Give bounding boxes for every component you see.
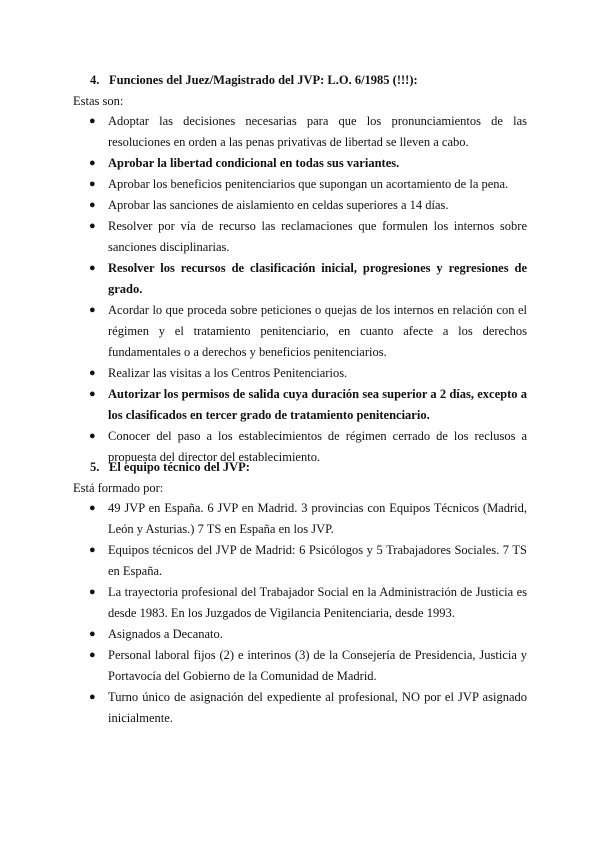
section-4-heading bbox=[90, 70, 418, 91]
list-item-text: 49 JVP en España. 6 JVP en Madrid. 3 provincias con Equipos Técnicos (Madrid, León y Asturias.) 7 TS en España en los JVP. bbox=[108, 501, 527, 536]
bullet-icon: ● bbox=[89, 199, 96, 211]
section-5-heading bbox=[90, 457, 250, 478]
section-5-list bbox=[0, 498, 600, 729]
list-item-text: Aprobar los beneficios penitenciarios que supongan un acortamiento de la pena. bbox=[108, 177, 509, 191]
list-item-text: Resolver por vía de recurso las reclamaciones que formulen los internos sobre sanciones disciplinarias. bbox=[108, 219, 527, 254]
bullet-icon: ● bbox=[89, 367, 96, 379]
section-4-intro: Estas son: bbox=[73, 94, 124, 108]
list-item-text: Autorizar los permisos de salida cuya duración sea superior a 2 días, excepto a los clasificados en tercer grado de tratamiento penitenciario. bbox=[108, 387, 527, 422]
bullet-icon: ● bbox=[89, 178, 96, 190]
list-item-text: Realizar las visitas a los Centros Penitenciarios. bbox=[108, 366, 348, 380]
bullet-icon: ● bbox=[89, 388, 96, 400]
bullet-icon: ● bbox=[89, 304, 96, 316]
bullet-icon: ● bbox=[89, 502, 96, 514]
bullet-icon: ● bbox=[89, 262, 96, 274]
list-item bbox=[0, 384, 600, 426]
section-4-number: 4. bbox=[90, 73, 100, 87]
list-item bbox=[0, 363, 600, 384]
list-item bbox=[0, 258, 600, 300]
list-item-text: Aprobar la libertad condicional en todas sus variantes. bbox=[108, 156, 400, 170]
list-item bbox=[0, 687, 600, 729]
list-item bbox=[0, 645, 600, 687]
list-item-text: La trayectoria profesional del Trabajador Social en la Administración de Justicia es desde 1983. En los Juzgados de Vigilancia Penitenciaria, desde 1993. bbox=[108, 585, 527, 620]
bullet-icon: ● bbox=[89, 649, 96, 661]
bullet-icon: ● bbox=[89, 220, 96, 232]
list-item bbox=[0, 624, 600, 645]
section-5-intro: Está formado por: bbox=[73, 481, 164, 495]
section-5-title: El equipo técnico del JVP: bbox=[109, 460, 250, 474]
list-item-text: Aprobar las sanciones de aislamiento en celdas superiores a 14 días. bbox=[108, 198, 449, 212]
bullet-icon: ● bbox=[89, 544, 96, 556]
list-item bbox=[0, 498, 600, 540]
bullet-icon: ● bbox=[89, 628, 96, 640]
bullet-icon: ● bbox=[89, 586, 96, 598]
list-item-text: Personal laboral fijos (2) e interinos (3) de la Consejería de Presidencia, Justicia y Portavocía del Gobierno de la Comunidad de Madrid. bbox=[108, 648, 527, 683]
list-item-text: Asignados a Decanato. bbox=[108, 627, 223, 641]
list-item-text: Turno único de asignación del expediente al profesional, NO por el JVP asignado inicialmente. bbox=[108, 690, 527, 725]
list-item bbox=[0, 540, 600, 582]
bullet-icon: ● bbox=[89, 157, 96, 169]
list-item bbox=[0, 582, 600, 624]
list-item bbox=[0, 216, 600, 258]
list-item bbox=[0, 300, 600, 363]
list-item-text: Conocer del paso a los establecimientos de régimen cerrado de los reclusos a propuesta del director del establecimiento. bbox=[108, 429, 527, 464]
list-item bbox=[0, 195, 600, 216]
section-4-title: Funciones del Juez/Magistrado del JVP: L.O. 6/1985 (!!!): bbox=[109, 73, 418, 87]
section-4-list bbox=[0, 111, 600, 468]
list-item bbox=[0, 111, 600, 153]
list-item-text: Adoptar las decisiones necesarias para que los pronunciamientos de las resoluciones en orden a las penas privativas de libertad se lleven a cabo. bbox=[108, 114, 527, 149]
list-item bbox=[0, 174, 600, 195]
list-item-text: Acordar lo que proceda sobre peticiones o quejas de los internos en relación con el régimen y el tratamiento penitenciario, en cuanto afecte a los derechos fundamentales o a derechos y beneficios penitenciarios. bbox=[108, 303, 527, 359]
bullet-icon: ● bbox=[89, 115, 96, 127]
bullet-icon: ● bbox=[89, 691, 96, 703]
section-5-number: 5. bbox=[90, 460, 100, 474]
list-item-text: Resolver los recursos de clasificación inicial, progresiones y regresiones de grado. bbox=[108, 261, 527, 296]
list-item-text: Equipos técnicos del JVP de Madrid: 6 Psicólogos y 5 Trabajadores Sociales. 7 TS en España. bbox=[108, 543, 527, 578]
bullet-icon: ● bbox=[89, 430, 96, 442]
list-item bbox=[0, 153, 600, 174]
